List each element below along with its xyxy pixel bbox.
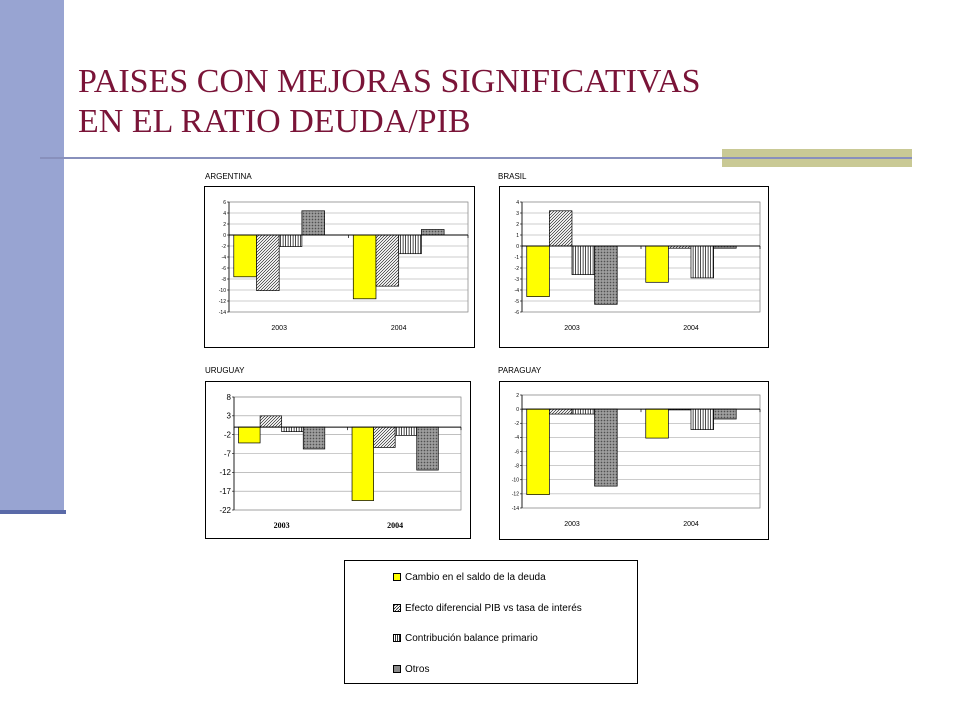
x-category-label: 2004 [390,325,407,332]
bar-argentina-2003-series-3 [279,235,302,247]
x-category-label: 2004 [683,325,699,332]
legend-label-deuda: Cambio en el saldo de la deuda [405,571,546,583]
chart-title-uruguay: URUGUAY [205,366,245,375]
bar-paraguay-2003-series-4 [595,409,618,486]
x-category-label: 2004 [683,521,699,528]
bar-brasil-2004-series-3 [691,246,714,278]
y-tick-label: 8 [226,392,231,402]
bar-paraguay-2003-series-3 [572,409,595,414]
title-rule-overlay [722,157,912,159]
y-tick-label: 2 [223,221,226,228]
y-tick-label: -12 [218,298,226,305]
bar-argentina-2004-series-3 [399,235,422,254]
bar-paraguay-2003-series-1 [527,409,550,494]
slide-title-line-2: EN EL RATIO DEUDA/PIB [78,103,471,140]
bar-uruguay-2004-series-3 [395,427,417,435]
chart-paraguay [499,381,769,540]
legend-swatch-yellow [393,573,401,581]
bar-brasil-2004-series-1 [646,246,669,282]
y-tick-label: -5 [514,298,519,305]
chart-title-argentina: ARGENTINA [205,172,252,181]
chart-uruguay-svg [206,382,470,538]
y-tick-label: -4 [221,254,226,261]
chart-brasil-svg [500,187,768,347]
bar-uruguay-2003-series-1 [239,427,261,443]
y-tick-label: 3 [226,411,231,421]
legend-label-otros: Otros [405,663,430,675]
y-tick-label: 1 [516,232,519,239]
y-tick-label: 4 [223,210,226,217]
bar-brasil-2003-series-3 [572,246,595,275]
y-tick-label: -8 [221,276,226,283]
bar-uruguay-2003-series-4 [303,427,325,449]
legend-item-deuda [393,571,546,583]
chart-uruguay [205,381,471,539]
bar-brasil-2003-series-1 [527,246,550,297]
bar-paraguay-2004-series-1 [646,409,669,438]
y-tick-label: 4 [516,199,519,206]
y-tick-label: -1 [514,254,519,261]
legend-item-balance [393,632,538,644]
chart-paraguay-svg [500,382,768,539]
chart-brasil [499,186,769,348]
bar-argentina-2004-series-1 [353,235,376,299]
bar-argentina-2003-series-2 [256,235,279,291]
legend-swatch-diagonal [393,604,401,612]
bar-uruguay-2004-series-1 [352,427,374,500]
accent-bar [0,0,64,512]
y-tick-label: -12 [511,491,519,498]
y-tick-label: -2 [514,421,519,427]
y-tick-label: -22 [219,505,231,515]
y-tick-label: -2 [514,265,519,272]
legend-swatch-vertical [393,634,401,642]
x-category-label: 2003 [564,521,580,528]
y-tick-label: -6 [514,309,519,316]
bar-uruguay-2004-series-2 [374,427,396,447]
bar-paraguay-2004-series-4 [714,409,737,419]
y-tick-label: -8 [514,463,519,470]
y-tick-label: -10 [218,287,226,294]
legend-item-otros [393,663,429,675]
y-tick-label: -4 [514,287,519,294]
bar-paraguay-2003-series-2 [549,409,572,414]
bar-argentina-2004-series-2 [376,235,399,286]
bar-uruguay-2003-series-3 [282,427,304,432]
y-tick-label: -2 [223,430,231,440]
bar-argentina-2004-series-4 [421,230,444,236]
y-tick-label: 0 [516,406,519,413]
y-tick-label: -14 [511,505,519,512]
x-category-label: 2003 [273,521,290,530]
legend-item-efecto [393,602,582,614]
y-tick-label: 2 [516,392,519,399]
y-tick-label: -14 [218,309,226,316]
x-category-label: 2003 [564,325,580,332]
y-tick-label: 6 [223,199,226,206]
y-tick-label: -3 [514,276,519,283]
legend-label-balance: Contribución balance primario [405,632,538,644]
y-tick-label: -6 [514,449,519,456]
y-tick-label: -10 [511,477,519,484]
y-tick-label: -6 [221,265,226,272]
bar-paraguay-2004-series-3 [691,409,714,429]
chart-title-paraguay: PARAGUAY [498,366,542,375]
legend [344,560,638,684]
y-tick-label: 2 [516,221,519,228]
y-tick-label: -17 [219,486,231,496]
bar-argentina-2003-series-4 [302,211,325,235]
bar-uruguay-2003-series-2 [260,416,282,427]
y-tick-label: -2 [221,243,226,250]
legend-swatch-dots [393,665,401,673]
chart-argentina [204,186,475,348]
slide-title-line-1: PAISES CON MEJORAS SIGNIFICATIVAS [78,63,701,100]
y-tick-label: -4 [514,435,519,442]
chart-argentina-svg [205,187,474,347]
legend-label-efecto: Efecto diferencial PIB vs tasa de interés [405,602,582,614]
y-tick-label: 3 [516,210,519,217]
bar-argentina-2003-series-1 [234,235,257,277]
bar-brasil-2003-series-2 [549,211,572,246]
bar-brasil-2003-series-4 [595,246,618,304]
y-tick-label: -12 [219,468,231,478]
y-tick-label: 0 [223,232,226,239]
bar-uruguay-2004-series-4 [417,427,439,470]
x-category-label: 2004 [387,521,404,530]
x-category-label: 2003 [271,325,287,332]
slide-title [78,62,938,142]
accent-bar-edge [0,510,66,514]
chart-title-brasil: BRASIL [498,172,527,181]
y-tick-label: 0 [516,243,519,250]
y-tick-label: -7 [223,449,231,459]
